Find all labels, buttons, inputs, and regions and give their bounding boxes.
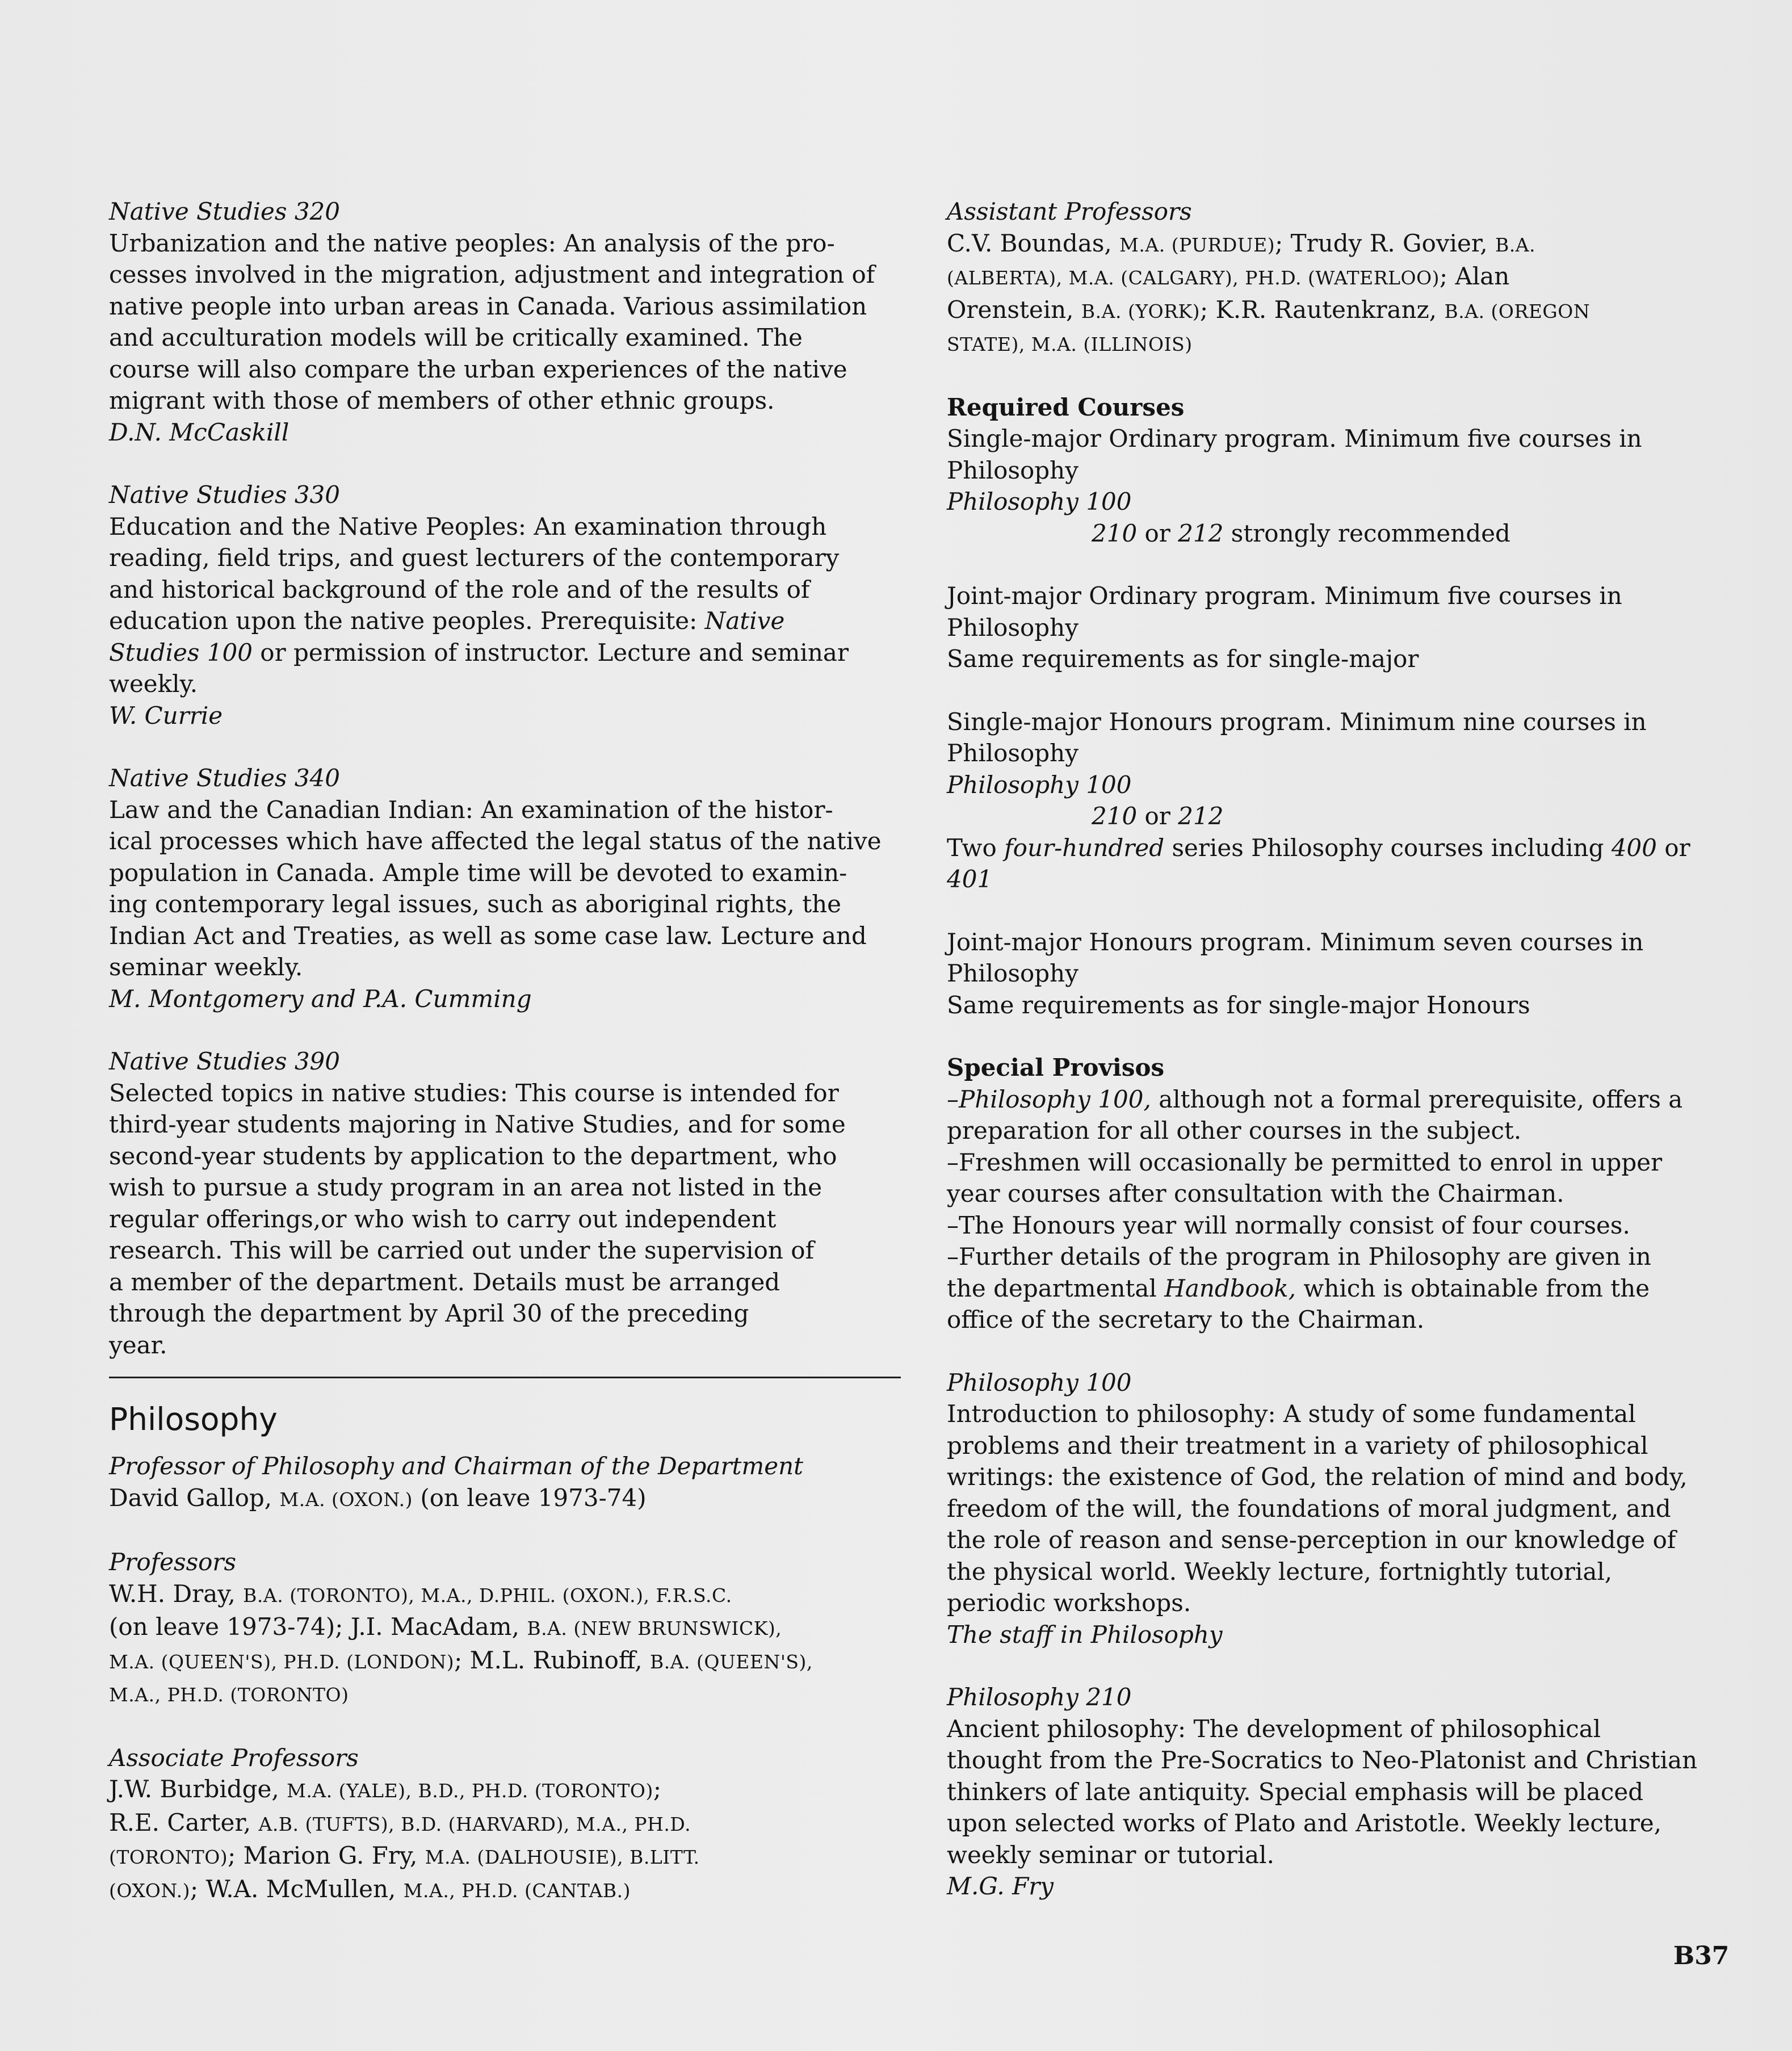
faculty-degrees: M.A. (QUEEN'S), PH.D. (LONDON) [109, 1650, 455, 1673]
faculty-name: ; K.R. Rautenkranz, [1200, 295, 1445, 324]
faculty-degrees: (ALBERTA), M.A. (CALGARY), PH.D. (WATERLOO) [947, 267, 1440, 289]
course-description-line: writings: the existence of God, the relation of mind and body, [947, 1463, 1688, 1491]
text-run: the departmental [947, 1274, 1165, 1302]
faculty-chair [109, 1450, 904, 1515]
text-run: education upon the native peoples. Prerequisite: [109, 607, 705, 635]
course-description-line: Selected topics in native studies: This course is intended for [109, 1079, 839, 1107]
course-description-line: regular offerings,or who wish to carry out independent [109, 1205, 777, 1233]
course-description-line: a member of the department. Details must be arranged [109, 1268, 780, 1296]
proviso-line: year courses after consultation with the Chairman. [947, 1180, 1564, 1207]
course-description-line: seminar weekly. [109, 953, 303, 981]
course-philosophy-210 [947, 1681, 1724, 1902]
course-description-line [109, 605, 904, 637]
faculty-degrees: M.A. (OXON.) [279, 1488, 413, 1511]
course-description-line: and acculturation models will be critically examined. The [109, 324, 803, 351]
text-run: or [1137, 519, 1178, 547]
program-line: Philosophy [947, 613, 1078, 641]
course-description-line: thought from the Pre-Socratics to Neo-Platonist and Christian [947, 1746, 1698, 1774]
faculty-name: ; Alan [1440, 262, 1510, 290]
faculty-line [109, 1840, 904, 1873]
faculty-name: ; W.A. McMullen, [190, 1874, 404, 1903]
course-instructor: W. Currie [109, 701, 223, 729]
course-description-line: periodic workshops. [947, 1589, 1191, 1617]
course-description-line: Education and the Native Peoples: An examination through [109, 512, 827, 540]
faculty-degrees: (OXON.) [109, 1879, 190, 1902]
course-description-line: the role of reason and sense-perception in our knowledge of [947, 1526, 1676, 1554]
text-run-italic: –Philosophy 100, [947, 1085, 1151, 1113]
proviso-line [947, 1273, 1724, 1305]
program-line: Same requirements as for single-major Honours [947, 991, 1530, 1019]
right-column [947, 196, 1724, 1933]
course-description-line: ing contemporary legal issues, such as aboriginal rights, the [109, 890, 842, 918]
faculty-line [109, 1677, 904, 1711]
proviso-line [947, 1084, 1724, 1115]
faculty-rank-title: Assistant Professors [947, 198, 1192, 225]
course-native-studies-320 [109, 196, 904, 448]
special-provisos [947, 1052, 1724, 1336]
program-line: Joint-major Ordinary program. Minimum five courses in [947, 582, 1622, 610]
required-joint-ordinary [947, 580, 1724, 675]
course-number: 212 [1178, 519, 1224, 547]
course-description-line: course will also compare the urban experiences of the native [109, 355, 847, 383]
course-description-line: Indian Act and Treaties, as well as some case law. Lecture and [109, 921, 867, 950]
course-description-line: population in Canada. Ample time will be devoted to examin- [109, 858, 847, 887]
course-description-line: reading, field trips, and guest lecturers of the contemporary [109, 544, 840, 572]
program-line: Single-major Honours program. Minimum nine courses in [947, 707, 1647, 736]
required-single-ordinary [947, 392, 1724, 550]
text-run-italic: four-hundred [1004, 833, 1165, 862]
course-title: Philosophy 100 [947, 1368, 1132, 1396]
course-description-line [109, 637, 904, 669]
program-line: Philosophy [947, 456, 1078, 484]
text-run: series Philosophy courses including [1164, 833, 1611, 862]
course-title: Native Studies 340 [109, 764, 340, 792]
text-run: or permission of instructor. Lecture and seminar [252, 638, 849, 666]
faculty-degrees: STATE), M.A. (ILLINOIS) [947, 333, 1193, 355]
faculty-line [109, 1873, 904, 1907]
required-courses-heading: Required Courses [947, 393, 1185, 421]
faculty-name: (on leave 1973-74); J.I. MacAdam, [109, 1613, 527, 1641]
text-run: strongly recommended [1223, 519, 1510, 547]
course-description-line: problems and their treatment in a variety of philosophical [947, 1431, 1648, 1459]
course-alternatives [947, 800, 1724, 832]
course-description-line: weekly. [109, 670, 198, 698]
course-description-line: upon selected works of Plato and Aristotle. Weekly lecture, [947, 1809, 1662, 1837]
course-description-line: third-year students majoring in Native Studies, and for some [109, 1110, 846, 1138]
required-single-honours [947, 706, 1724, 895]
course-description-line: year. [109, 1331, 167, 1359]
proviso-line: office of the secretary to the Chairman. [947, 1306, 1425, 1333]
text-run-italic: Handbook, [1164, 1274, 1296, 1302]
course-instructor: M.G. Fry [947, 1872, 1054, 1900]
course-philosophy-100 [947, 1367, 1724, 1651]
special-provisos-heading: Special Provisos [947, 1054, 1165, 1081]
faculty-line [947, 228, 1724, 261]
faculty-line [109, 1578, 904, 1612]
course-description-line: migrant with those of members of other ethnic groups. [109, 387, 775, 414]
page-number: B37 [1673, 1941, 1730, 1970]
program-line: Same requirements as for single-major [947, 645, 1419, 673]
text-run: although not a formal prerequisite, offers a [1151, 1085, 1683, 1113]
course-ref: Philosophy 100 [947, 488, 1132, 515]
course-description-line: wish to pursue a study program in an area not listed in the [109, 1173, 822, 1201]
faculty-line [947, 327, 1724, 360]
faculty-line [947, 294, 1724, 328]
faculty-degrees: M.A., PH.D. (TORONTO) [109, 1684, 349, 1706]
course-description-line: through the department by April 30 of the preceding [109, 1299, 749, 1327]
faculty-rank-title: Professors [109, 1548, 237, 1576]
proviso-line: –The Honours year will normally consist of four courses. [947, 1211, 1630, 1239]
faculty-name: David Gallop, [109, 1483, 280, 1512]
philosophy-faculty [109, 1450, 904, 1937]
program-line: Philosophy [947, 959, 1078, 987]
faculty-degrees: M.A. (DALHOUSIE), B.LITT. [425, 1846, 700, 1868]
course-instructor: The staff in Philosophy [947, 1620, 1223, 1649]
faculty-line [109, 1645, 904, 1678]
course-number: 210 [1092, 802, 1138, 830]
faculty-name: R.E. Carter, [109, 1808, 259, 1836]
faculty-degrees: M.A. (YALE), B.D., PH.D. (TORONTO) [287, 1780, 653, 1802]
course-title: Native Studies 390 [109, 1047, 340, 1075]
faculty-assistant-professors [947, 196, 1724, 360]
faculty-degrees: B.A. [1495, 233, 1536, 256]
course-title: Native Studies 330 [109, 481, 340, 509]
faculty-name: ; Trudy R. Govier, [1275, 229, 1496, 257]
course-number: 212 [1178, 802, 1224, 830]
faculty-degrees: (TORONTO) [109, 1846, 228, 1868]
proviso-line: –Freshmen will occasionally be permitted to enrol in upper [947, 1148, 1663, 1176]
faculty-associate-professors [109, 1742, 904, 1907]
faculty-degrees: B.A. (OREGON [1444, 300, 1590, 322]
program-line: Joint-major Honours program. Minimum seven courses in [947, 928, 1644, 956]
faculty-degrees: B.A. (TORONTO), M.A., D.PHIL. (OXON.), F.R.S.C. [243, 1584, 732, 1607]
faculty-line [109, 1482, 904, 1516]
course-description-line: Urbanization and the native peoples: An analysis of the pro- [109, 229, 835, 257]
faculty-rank-title: Professor of Philosophy and Chairman of the Department [109, 1452, 804, 1480]
course-description-line: ical processes which have affected the legal status of the native [109, 827, 882, 855]
faculty-degrees: B.A. (YORK) [1081, 300, 1201, 322]
course-description-line: research. This will be carried out under the supervision of [109, 1236, 815, 1264]
course-native-studies-390 [109, 1046, 904, 1361]
faculty-note: (on leave 1973-74) [413, 1483, 647, 1512]
course-ref: Philosophy 100 [947, 770, 1132, 799]
faculty-name: Orenstein, [947, 295, 1081, 324]
proviso-line: preparation for all other courses in the subject. [947, 1117, 1522, 1144]
course-description-line: Law and the Canadian Indian: An examination of the histor- [109, 795, 833, 824]
program-line: Philosophy [947, 739, 1078, 767]
course-description-line: native people into urban areas in Canada. Various assimilation [109, 292, 867, 320]
faculty-name: J.W. Burbidge, [109, 1775, 287, 1803]
program-line [947, 832, 1724, 864]
course-description-line: weekly seminar or tutorial. [947, 1840, 1274, 1869]
required-joint-honours [947, 926, 1724, 1021]
section-divider [109, 1377, 901, 1378]
faculty-rank-title: Associate Professors [109, 1743, 359, 1772]
course-title: Native Studies 320 [109, 198, 340, 225]
course-title: Philosophy 210 [947, 1683, 1132, 1711]
course-description-line: thinkers of late antiquity. Special emphasis will be placed [947, 1777, 1644, 1806]
section-heading-philosophy: Philosophy [109, 1401, 278, 1437]
faculty-name: ; M.L. Rubinoff, [454, 1646, 650, 1674]
left-column [109, 196, 904, 1392]
text-run: which is obtainable from the [1296, 1274, 1650, 1302]
faculty-name: ; [653, 1775, 662, 1803]
text-run: Two [947, 833, 1005, 862]
course-description-line: cesses involved in the migration, adjustment and integration of [109, 261, 875, 288]
text-run-italic: Native [704, 607, 785, 635]
course-native-studies-340 [109, 762, 904, 1014]
text-run-italic: Studies 100 [109, 638, 253, 666]
faculty-line [109, 1773, 904, 1807]
course-description-line: Ancient philosophy: The development of philosophical [947, 1714, 1601, 1743]
course-number: 401 [947, 865, 993, 893]
faculty-degrees: A.B. (TUFTS), B.D. (HARVARD), M.A., PH.D. [258, 1813, 691, 1835]
course-instructor: D.N. McCaskill [109, 418, 289, 446]
text-run: or [1656, 833, 1690, 862]
proviso-line: –Further details of the program in Philosophy are given in [947, 1243, 1651, 1270]
faculty-degrees: B.A. (NEW BRUNSWICK), [527, 1617, 782, 1639]
faculty-name: ; Marion G. Fry, [228, 1842, 425, 1869]
faculty-degrees: B.A. (QUEEN'S), [649, 1650, 813, 1673]
program-line: Single-major Ordinary program. Minimum five courses in [947, 425, 1642, 452]
faculty-name: C.V. Boundas, [947, 229, 1120, 257]
course-number: 210 [1092, 519, 1138, 547]
faculty-degrees: M.A., PH.D. (CANTAB.) [403, 1879, 631, 1902]
course-description-line: freedom of the will, the foundations of moral judgment, and [947, 1494, 1671, 1522]
course-instructor: M. Montgomery and P.A. Cumming [109, 984, 532, 1013]
faculty-degrees: M.A. (PURDUE) [1119, 233, 1275, 256]
course-number: 400 [1611, 833, 1657, 862]
course-description-line: Introduction to philosophy: A study of some fundamental [947, 1400, 1636, 1428]
course-description-line: and historical background of the role and of the results of [109, 575, 810, 603]
faculty-professors [109, 1546, 904, 1711]
course-native-studies-330 [109, 479, 904, 731]
faculty-line [109, 1611, 904, 1645]
course-description-line: second-year students by application to the department, who [109, 1142, 837, 1170]
faculty-line [947, 261, 1724, 294]
course-description-line: the physical world. Weekly lecture, fortnightly tutorial, [947, 1557, 1613, 1586]
course-alternatives [947, 518, 1724, 550]
faculty-name: W.H. Dray, [109, 1579, 244, 1608]
text-run: or [1137, 802, 1178, 830]
faculty-line [109, 1807, 904, 1840]
